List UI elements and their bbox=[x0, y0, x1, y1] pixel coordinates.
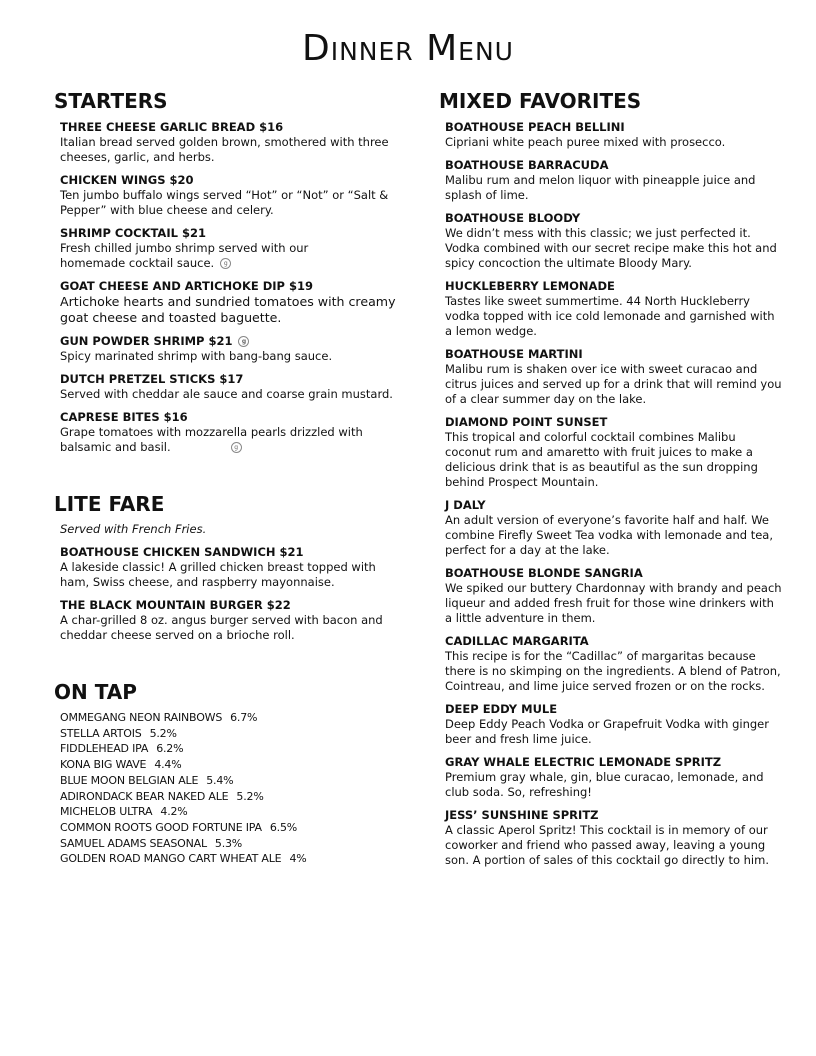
item-name-row bbox=[60, 333, 404, 349]
menu-item bbox=[439, 414, 784, 490]
beer-abv: 4.4% bbox=[154, 758, 182, 772]
item-name: GOAT CHEESE AND ARTICHOKE DIP $19 bbox=[60, 279, 313, 293]
menu-item bbox=[439, 157, 784, 203]
lite-fare-section bbox=[54, 491, 404, 643]
menu-item bbox=[439, 119, 784, 150]
beer-abv: 4.2% bbox=[160, 805, 188, 819]
lite-fare-heading: LITE FARE bbox=[54, 492, 165, 516]
beer-name: COMMON ROOTS GOOD FORTUNE IPA bbox=[60, 820, 262, 834]
menu-item bbox=[54, 544, 404, 590]
item-desc: An adult version of everyone’s favorite half and half. We combine Firefly Sweet Tea vodka with lemonade and tea, perfect for a day at the lake. bbox=[445, 513, 773, 557]
menu-item bbox=[54, 409, 404, 455]
list-item bbox=[60, 851, 404, 867]
tap-list bbox=[54, 710, 404, 867]
gluten-free-icon: g bbox=[220, 258, 231, 269]
item-desc: Artichoke hearts and sundried tomatoes with creamy goat cheese and toasted baguette. bbox=[60, 294, 396, 325]
beer-abv: 6.5% bbox=[269, 820, 297, 834]
item-name: BOATHOUSE BARRACUDA bbox=[445, 158, 609, 172]
item-name: BOATHOUSE PEACH BELLINI bbox=[445, 120, 625, 134]
beer-name: OMMEGANG NEON RAINBOWS bbox=[60, 711, 223, 724]
beer-abv: 4% bbox=[289, 852, 307, 866]
menu-item bbox=[439, 346, 784, 407]
mixed-favorites-heading: MIXED FAVORITES bbox=[439, 89, 642, 113]
menu-item bbox=[439, 497, 784, 558]
item-name: BOATHOUSE MARTINI bbox=[445, 347, 583, 361]
item-name: DUTCH PRETZEL STICKS $17 bbox=[60, 372, 244, 386]
item-desc: Tastes like sweet summertime. 44 North Huckleberry vodka topped with ice cold lemonade and garnished with a lemon wedge. bbox=[445, 294, 775, 338]
beer-abv: 5.2% bbox=[236, 789, 264, 803]
item-name: HUCKLEBERRY LEMONADE bbox=[445, 279, 615, 293]
right-column bbox=[439, 88, 784, 904]
item-desc: Served with cheddar ale sauce and coarse grain mustard. bbox=[60, 387, 393, 401]
item-name: CAPRESE BITES $16 bbox=[60, 410, 188, 424]
beer-name: SAMUEL ADAMS SEASONAL bbox=[60, 836, 207, 850]
item-name: GRAY WHALE ELECTRIC LEMONADE SPRITZ bbox=[445, 755, 722, 769]
item-desc: Malibu rum is shaken over ice with sweet curacao and citrus juices and served up for a drink that will remind you of a clear summer day on the lake. bbox=[445, 362, 782, 406]
item-desc: A char-grilled 8 oz. angus burger served with bacon and cheddar cheese served on a brioche roll. bbox=[60, 613, 383, 642]
gluten-free-icon: g bbox=[231, 442, 242, 453]
starters-heading: STARTERS bbox=[54, 89, 168, 113]
on-tap-heading: ON TAP bbox=[54, 680, 137, 704]
beer-name: MICHELOB ULTRA bbox=[60, 805, 153, 819]
item-desc: Italian bread served golden brown, smothered with three cheeses, garlic, and herbs. bbox=[60, 135, 389, 164]
menu-item bbox=[439, 210, 784, 271]
menu-item bbox=[54, 119, 404, 165]
item-name: BOATHOUSE CHICKEN SANDWICH $21 bbox=[60, 545, 304, 559]
left-column bbox=[54, 88, 404, 903]
item-desc: This recipe is for the “Cadillac” of margaritas because there is no skimping on the ingredients. A blend of Patron, Cointreau, and lime juice served frozen or on the rocks. bbox=[445, 649, 781, 693]
starters-section bbox=[54, 88, 404, 455]
list-item bbox=[60, 836, 404, 852]
item-desc: Malibu rum and melon liquor with pineapple juice and splash of lime. bbox=[445, 173, 756, 202]
item-name: THE BLACK MOUNTAIN BURGER $22 bbox=[60, 598, 291, 612]
item-desc: Cipriani white peach puree mixed with prosecco. bbox=[445, 135, 726, 149]
menu-item bbox=[54, 333, 404, 364]
list-item bbox=[60, 741, 404, 757]
beer-abv: 6.7% bbox=[230, 711, 258, 724]
list-item bbox=[60, 710, 404, 726]
page-title: Dinner Menu bbox=[302, 28, 514, 69]
item-name: GUN POWDER SHRIMP $21 bbox=[60, 334, 233, 348]
beer-abv: 5.4% bbox=[206, 773, 234, 787]
menu-item bbox=[54, 371, 404, 402]
menu-item bbox=[439, 278, 784, 339]
menu-item bbox=[439, 807, 784, 868]
menu-item bbox=[439, 565, 784, 626]
menu-item bbox=[439, 754, 784, 800]
item-desc bbox=[60, 425, 404, 455]
beer-name: GOLDEN ROAD MANGO CART WHEAT ALE bbox=[60, 852, 282, 866]
list-item bbox=[60, 757, 404, 773]
beer-name: BLUE MOON BELGIAN ALE bbox=[60, 773, 199, 787]
item-desc-text: Grape tomatoes with mozzarella pearls drizzled with balsamic and basil. bbox=[60, 425, 363, 454]
beer-name: ADIRONDACK BEAR NAKED ALE bbox=[60, 789, 229, 803]
item-name: JESS’ SUNSHINE SPRITZ bbox=[445, 808, 599, 822]
menu-item bbox=[439, 633, 784, 694]
item-desc: A classic Aperol Spritz! This cocktail is in memory of our coworker and friend who passed away, leaving a young son. A portion of sales of this cocktail go directly to him. bbox=[445, 823, 769, 867]
item-desc: This tropical and colorful cocktail combines Malibu coconut rum and amaretto with fruit juices to make a delicious drink that is as beautiful as the sun dropping behind Prospect Mountain. bbox=[445, 430, 758, 489]
item-desc: Spicy marinated shrimp with bang-bang sauce. bbox=[60, 349, 333, 363]
item-name: BOATHOUSE BLOODY bbox=[445, 211, 581, 225]
item-desc: A lakeside classic! A grilled chicken breast topped with ham, Swiss cheese, and raspberry mayonnaise. bbox=[60, 560, 376, 589]
item-desc bbox=[60, 241, 315, 271]
item-name: BOATHOUSE BLONDE SANGRIA bbox=[445, 566, 643, 580]
list-item bbox=[60, 789, 404, 805]
menu-item bbox=[54, 597, 404, 643]
beer-name: FIDDLEHEAD IPA bbox=[60, 742, 149, 756]
item-name: DIAMOND POINT SUNSET bbox=[445, 415, 608, 429]
menu-item bbox=[54, 278, 404, 326]
list-item bbox=[60, 726, 404, 742]
item-desc: We spiked our buttery Chardonnay with brandy and peach liqueur and added fresh fruit for those wine drinkers with a little adventure in them. bbox=[445, 581, 782, 625]
on-tap-section bbox=[54, 679, 404, 867]
beer-abv: 5.3% bbox=[214, 836, 243, 850]
item-name: DEEP EDDY MULE bbox=[445, 702, 558, 716]
item-desc: We didn’t mess with this classic; we just perfected it. Vodka combined with our secret recipe make this hot and spicy concoction the ultimate Bloody Mary. bbox=[445, 226, 777, 270]
beer-abv: 5.2% bbox=[149, 726, 177, 740]
item-desc: Premium gray whale, gin, blue curacao, lemonade, and club soda. So, refreshing! bbox=[445, 770, 764, 799]
item-name: CHICKEN WINGS $20 bbox=[60, 173, 194, 187]
item-desc: Ten jumbo buffalo wings served “Hot” or “Not” or “Salt & Pepper” with blue cheese and celery. bbox=[60, 188, 389, 217]
list-item bbox=[60, 820, 404, 836]
menu-item bbox=[54, 225, 404, 271]
mixed-favorites-section bbox=[439, 88, 784, 868]
item-desc: Deep Eddy Peach Vodka or Grapefruit Vodka with ginger beer and fresh lime juice. bbox=[445, 717, 769, 746]
item-name: CADILLAC MARGARITA bbox=[445, 634, 589, 648]
menu-item bbox=[54, 172, 404, 218]
gluten-free-icon: g bbox=[238, 336, 249, 347]
item-name: J DALY bbox=[445, 498, 486, 512]
item-desc-text: Fresh chilled jumbo shrimp served with our homemade cocktail sauce. bbox=[60, 241, 309, 270]
menu-item bbox=[439, 701, 784, 747]
list-item bbox=[60, 804, 404, 820]
lite-fare-note: Served with French Fries. bbox=[60, 522, 207, 536]
item-name: THREE CHEESE GARLIC BREAD $16 bbox=[60, 120, 284, 134]
item-name: SHRIMP COCKTAIL $21 bbox=[60, 226, 206, 240]
beer-abv: 6.2% bbox=[156, 742, 184, 756]
beer-name: KONA BIG WAVE bbox=[60, 758, 147, 772]
list-item bbox=[60, 773, 404, 789]
beer-name: STELLA ARTOIS bbox=[60, 726, 142, 740]
